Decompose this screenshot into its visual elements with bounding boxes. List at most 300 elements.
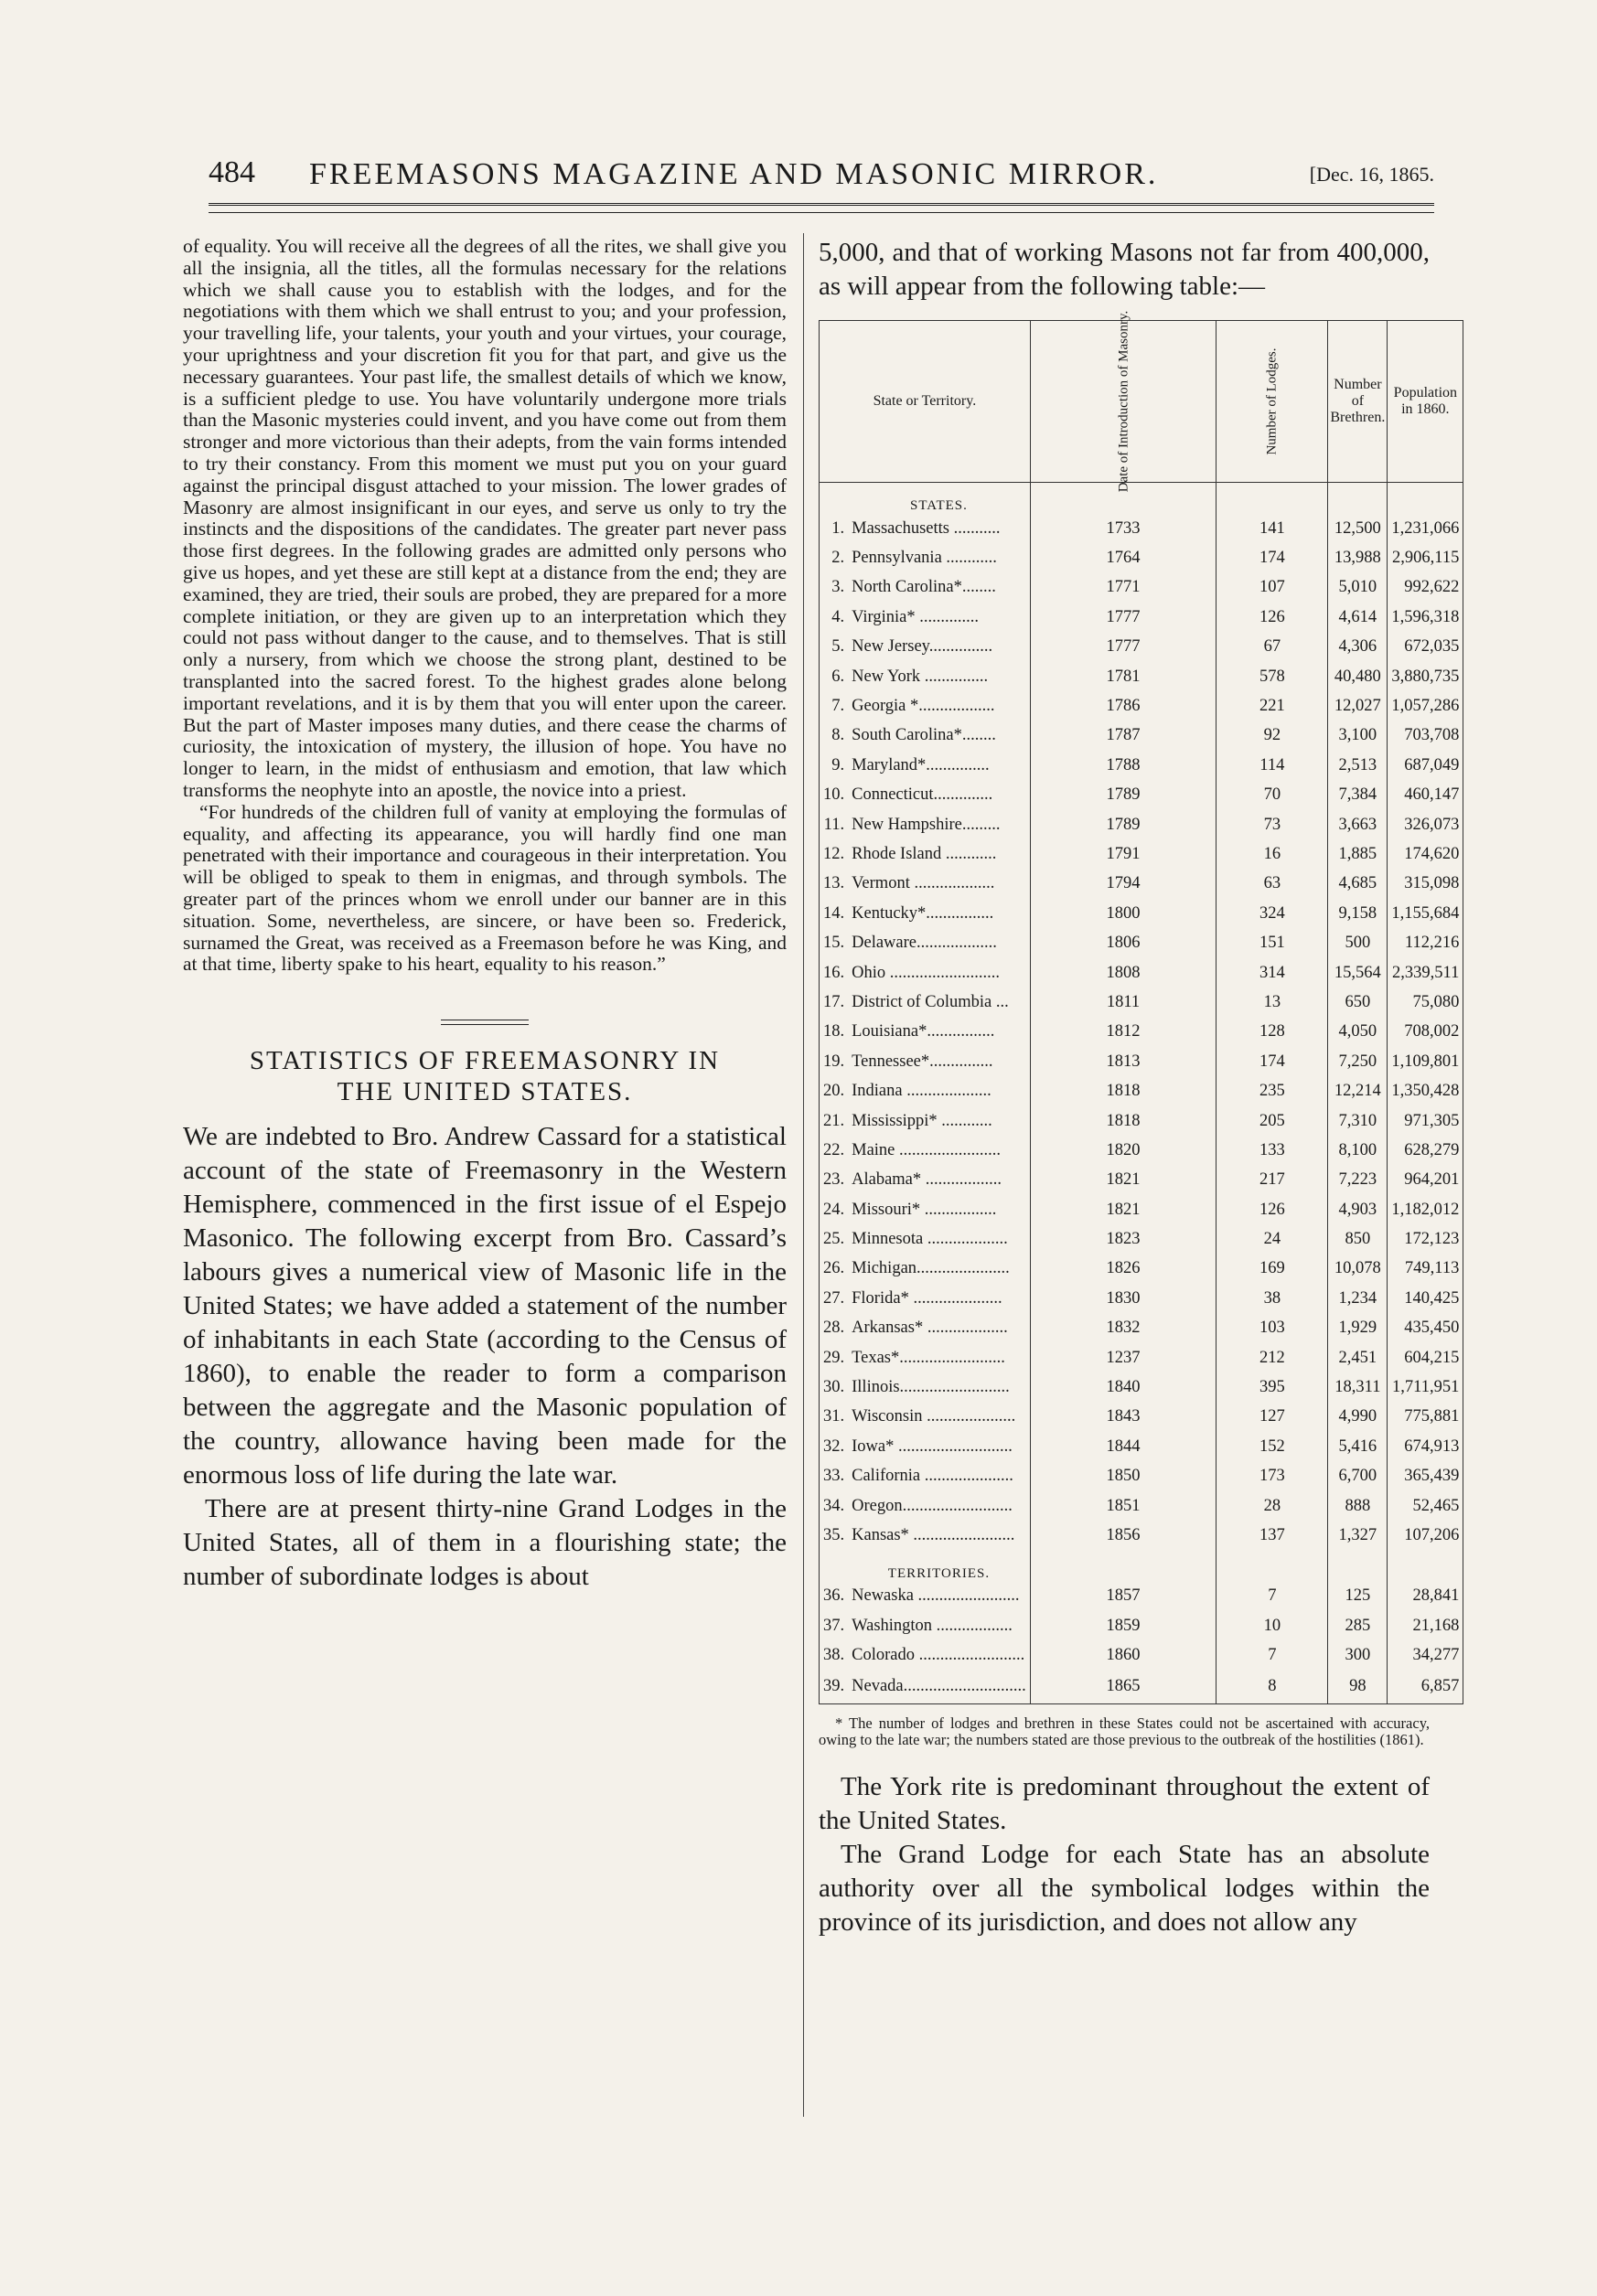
- table-cell-brethren: 1,929: [1328, 1314, 1388, 1343]
- table-cell-name: Ohio ..........................: [848, 958, 1030, 988]
- table-cell-n: 1.: [820, 514, 849, 543]
- section-body: [183, 1120, 787, 1594]
- table-row: [820, 1521, 1463, 1550]
- table-cell-n: 25.: [820, 1224, 849, 1254]
- table-cell-brethren: 650: [1328, 988, 1388, 1017]
- table-cell-lodges: 395: [1217, 1372, 1328, 1402]
- table-cell-lodges: 70: [1217, 781, 1328, 810]
- table-cell-date: 1850: [1030, 1462, 1217, 1491]
- table-cell-pop: 1,182,012: [1388, 1195, 1463, 1224]
- table-cell-date: 1823: [1030, 1224, 1217, 1254]
- table-cell-lodges: 221: [1217, 691, 1328, 721]
- table-cell-pop: 708,002: [1388, 1018, 1463, 1047]
- table-cell-lodges: 128: [1217, 1018, 1328, 1047]
- table-cell-pop: 6,857: [1388, 1671, 1463, 1704]
- table-cell-date: 1777: [1030, 633, 1217, 662]
- header-rule-thin: [209, 212, 1434, 213]
- table-cell-name: Georgia *..................: [848, 691, 1030, 721]
- table-cell-n: 11.: [820, 810, 849, 839]
- left-column: [183, 236, 787, 1594]
- table-row: [820, 1166, 1463, 1195]
- statistics-table: [819, 310, 1463, 1704]
- table-cell-pop: 604,215: [1388, 1343, 1463, 1372]
- col-header-state: State or Territory.: [820, 321, 1031, 483]
- table-cell-date: 1786: [1030, 691, 1217, 721]
- table-cell-lodges: 141: [1217, 514, 1328, 543]
- table-cell-pop: 326,073: [1388, 810, 1463, 839]
- table-row: [820, 721, 1463, 751]
- table-cell-pop: 435,450: [1388, 1314, 1463, 1343]
- table-cell-pop: 52,465: [1388, 1491, 1463, 1521]
- table-cell-name: Iowa* ...........................: [848, 1432, 1030, 1461]
- table-cell-lodges: 324: [1217, 899, 1328, 928]
- table-cell-n: 4.: [820, 603, 849, 632]
- table-group-heading: TERRITORIES.: [820, 1551, 1463, 1582]
- table-row: [820, 1195, 1463, 1224]
- table-cell-n: 33.: [820, 1462, 849, 1491]
- table-cell-brethren: 40,480: [1328, 662, 1388, 691]
- table-cell-n: 17.: [820, 988, 849, 1017]
- table-row: [820, 958, 1463, 988]
- table-cell-lodges: 173: [1217, 1462, 1328, 1491]
- table-cell-lodges: 133: [1217, 1136, 1328, 1165]
- table-cell-brethren: 3,663: [1328, 810, 1388, 839]
- table-cell-date: 1821: [1030, 1166, 1217, 1195]
- continued-article: [183, 236, 787, 976]
- table-cell-lodges: 7: [1217, 1640, 1328, 1670]
- table-cell-lodges: 169: [1217, 1255, 1328, 1284]
- header-rule: [209, 203, 1434, 206]
- table-cell-n: 15.: [820, 928, 849, 957]
- table-cell-name: New Jersey...............: [848, 633, 1030, 662]
- table-cell-date: 1237: [1030, 1343, 1217, 1372]
- table-cell-name: Oregon..........................: [848, 1491, 1030, 1521]
- article-paragraph: “For hundreds of the children full of vanity at employing the formulas of equality, and affecting its appearance, you will hardly find one man penetrated with their importance and courageous in their interpretation. You will be obliged to speak to them in enigmas, and through symbols. The greater part of the princes whom we enroll under our banner are in this situation. Some, nevertheless, are sincere, or have been so. Frederick, surnamed the Great, was received as a Freemason before he was King, and at that time, liberty spake to his heart, equality to his reason.”: [183, 800, 787, 976]
- table-row: [820, 1491, 1463, 1521]
- table-cell-pop: 3,880,735: [1388, 662, 1463, 691]
- table-cell-n: 13.: [820, 870, 849, 899]
- table-cell-n: 10.: [820, 781, 849, 810]
- table-cell-n: 8.: [820, 721, 849, 751]
- table-cell-name: Tennessee*...............: [848, 1047, 1030, 1076]
- table-cell-name: Maine ........................: [848, 1136, 1030, 1165]
- table-cell-date: 1812: [1030, 1018, 1217, 1047]
- table-cell-name: Illinois..........................: [848, 1372, 1030, 1402]
- table-cell-n: 36.: [820, 1582, 849, 1611]
- table-cell-name: Colorado .........................: [848, 1640, 1030, 1670]
- issue-date: [Dec. 16, 1865.: [1309, 163, 1434, 186]
- table-cell-brethren: 4,685: [1328, 870, 1388, 899]
- table-cell-brethren: 13,988: [1328, 543, 1388, 572]
- table-cell-brethren: 850: [1328, 1224, 1388, 1254]
- table-cell-brethren: 500: [1328, 928, 1388, 957]
- table-row: [820, 1314, 1463, 1343]
- table-cell-pop: 971,305: [1388, 1106, 1463, 1136]
- body-paragraph: We are indebted to Bro. Andrew Cassard for a statistical account of the state of Freemasonry in the Western Hemisphere, commenced in the first issue of el Espejo Masonico. The following excerpt from Bro. Cassard’s labours gives a numerical view of Masonic life in the United States; we have added a statement of the number of inhabitants in each State (according to the Census of 1860), to enable the reader to form a comparison between the aggregate and the Masonic population of the country, allowance having been made for the enormous loss of life during the late war.: [183, 1122, 787, 1490]
- table-cell-n: 7.: [820, 691, 849, 721]
- table-cell-n: 24.: [820, 1195, 849, 1224]
- table-cell-pop: 1,231,066: [1388, 514, 1463, 543]
- table-row: [820, 1343, 1463, 1372]
- table-cell-n: 34.: [820, 1491, 849, 1521]
- table-cell-name: Connecticut..............: [848, 781, 1030, 810]
- section-ornament: [441, 1020, 529, 1025]
- table-cell-name: New York ...............: [848, 662, 1030, 691]
- table-cell-n: 3.: [820, 573, 849, 603]
- body-paragraph: The Grand Lodge for each State has an absolute authority over all the symbolical lodges within the province of its jurisdiction, and does not allow any: [819, 1839, 1430, 1937]
- table-cell-lodges: 13: [1217, 988, 1328, 1017]
- table-cell-date: 1781: [1030, 662, 1217, 691]
- table-cell-n: 6.: [820, 662, 849, 691]
- table-cell-lodges: 24: [1217, 1224, 1328, 1254]
- table-row: [820, 603, 1463, 632]
- running-title: FREEMASONS MAGAZINE AND MASONIC MIRROR.: [309, 157, 1159, 191]
- table-cell-lodges: 151: [1217, 928, 1328, 957]
- table-cell-brethren: 10,078: [1328, 1255, 1388, 1284]
- table-cell-date: 1857: [1030, 1582, 1217, 1611]
- table-row: [820, 573, 1463, 603]
- table-cell-brethren: 2,451: [1328, 1343, 1388, 1372]
- table-cell-date: 1733: [1030, 514, 1217, 543]
- table-row: [820, 633, 1463, 662]
- table-cell-lodges: 137: [1217, 1521, 1328, 1550]
- table-cell-lodges: 103: [1217, 1314, 1328, 1343]
- table-cell-date: 1859: [1030, 1611, 1217, 1640]
- table-cell-pop: 21,168: [1388, 1611, 1463, 1640]
- table-cell-n: 14.: [820, 899, 849, 928]
- table-cell-pop: 2,339,511: [1388, 958, 1463, 988]
- table-cell-name: Rhode Island ............: [848, 839, 1030, 869]
- table-cell-brethren: 6,700: [1328, 1462, 1388, 1491]
- table-cell-date: 1830: [1030, 1284, 1217, 1313]
- table-cell-pop: 674,913: [1388, 1432, 1463, 1461]
- table-footnote: * The number of lodges and brethren in these States could not be ascertained with accuracy, owing to the late war; the numbers stated are those previous to the outbreak of the hostilities (1861).: [819, 1714, 1430, 1748]
- table-row: [820, 1403, 1463, 1432]
- table-cell-name: Indiana ....................: [848, 1076, 1030, 1105]
- table-cell-pop: 365,439: [1388, 1462, 1463, 1491]
- table-cell-brethren: 12,500: [1328, 514, 1388, 543]
- table-cell-date: 1820: [1030, 1136, 1217, 1165]
- table-row: [820, 1432, 1463, 1461]
- table-cell-pop: 172,123: [1388, 1224, 1463, 1254]
- table-cell-n: 16.: [820, 958, 849, 988]
- table-cell-pop: 749,113: [1388, 1255, 1463, 1284]
- table-cell-name: Kentucky*................: [848, 899, 1030, 928]
- table-cell-brethren: 4,990: [1328, 1403, 1388, 1432]
- table-cell-date: 1860: [1030, 1640, 1217, 1670]
- table-row: [820, 691, 1463, 721]
- table-cell-pop: 112,216: [1388, 928, 1463, 957]
- table-cell-name: North Carolina*........: [848, 573, 1030, 603]
- table-cell-n: 20.: [820, 1076, 849, 1105]
- page-number: 484: [209, 155, 255, 189]
- table-cell-pop: 964,201: [1388, 1166, 1463, 1195]
- table-row: [820, 1106, 1463, 1136]
- table-row: [820, 543, 1463, 572]
- table-cell-lodges: 235: [1217, 1076, 1328, 1105]
- table-cell-name: South Carolina*........: [848, 721, 1030, 751]
- table-cell-name: Texas*.........................: [848, 1343, 1030, 1372]
- table-cell-lodges: 10: [1217, 1611, 1328, 1640]
- table-cell-lodges: 63: [1217, 870, 1328, 899]
- table-cell-name: New Hampshire.........: [848, 810, 1030, 839]
- table-cell-lodges: 114: [1217, 751, 1328, 780]
- table-cell-lodges: 107: [1217, 573, 1328, 603]
- col-header-lodges: Number of Lodges.: [1217, 321, 1328, 483]
- table-cell-brethren: 7,250: [1328, 1047, 1388, 1076]
- table-cell-name: Pennsylvania ............: [848, 543, 1030, 572]
- table-cell-name: Michigan......................: [848, 1255, 1030, 1284]
- table-cell-brethren: 18,311: [1328, 1372, 1388, 1402]
- table-cell-pop: 1,596,318: [1388, 603, 1463, 632]
- table-cell-pop: 75,080: [1388, 988, 1463, 1017]
- table-cell-n: 27.: [820, 1284, 849, 1313]
- table-cell-name: Virginia* ..............: [848, 603, 1030, 632]
- table-cell-n: 21.: [820, 1106, 849, 1136]
- table-cell-lodges: 73: [1217, 810, 1328, 839]
- page-header: [209, 155, 1434, 192]
- table-cell-brethren: 2,513: [1328, 751, 1388, 780]
- table-cell-brethren: 9,158: [1328, 899, 1388, 928]
- table-cell-name: Louisiana*................: [848, 1018, 1030, 1047]
- table-cell-lodges: 8: [1217, 1671, 1328, 1704]
- table-row: [820, 810, 1463, 839]
- table-cell-date: 1788: [1030, 751, 1217, 780]
- table-row: [820, 1671, 1463, 1704]
- table-row: [820, 899, 1463, 928]
- table-cell-n: 26.: [820, 1255, 849, 1284]
- table-row: [820, 928, 1463, 957]
- table-cell-name: Missouri* .................: [848, 1195, 1030, 1224]
- table-cell-brethren: 3,100: [1328, 721, 1388, 751]
- table-cell-date: 1787: [1030, 721, 1217, 751]
- table-row: [820, 1284, 1463, 1313]
- table-cell-date: 1794: [1030, 870, 1217, 899]
- table-cell-n: 30.: [820, 1372, 849, 1402]
- table-cell-date: 1791: [1030, 839, 1217, 869]
- table-cell-pop: 1,350,428: [1388, 1076, 1463, 1105]
- table-cell-brethren: 5,416: [1328, 1432, 1388, 1461]
- table-cell-lodges: 92: [1217, 721, 1328, 751]
- table-cell-name: District of Columbia ...: [848, 988, 1030, 1017]
- table-cell-n: 18.: [820, 1018, 849, 1047]
- table-cell-n: 22.: [820, 1136, 849, 1165]
- table-cell-name: Kansas* ........................: [848, 1521, 1030, 1550]
- table-cell-date: 1800: [1030, 899, 1217, 928]
- table-row: [820, 988, 1463, 1017]
- table-cell-brethren: 1,327: [1328, 1521, 1388, 1550]
- table-row: [820, 1611, 1463, 1640]
- table-cell-pop: 315,098: [1388, 870, 1463, 899]
- table-cell-lodges: 174: [1217, 1047, 1328, 1076]
- table-cell-date: 1843: [1030, 1403, 1217, 1432]
- table-cell-brethren: 12,214: [1328, 1076, 1388, 1105]
- table-cell-brethren: 888: [1328, 1491, 1388, 1521]
- table-cell-date: 1826: [1030, 1255, 1217, 1284]
- table-cell-date: 1789: [1030, 781, 1217, 810]
- section-heading: STATISTICS OF FREEMASONRY IN THE UNITED STATES.: [249, 1046, 721, 1107]
- table-cell-pop: 687,049: [1388, 751, 1463, 780]
- table-cell-n: 28.: [820, 1314, 849, 1343]
- table-cell-pop: 460,147: [1388, 781, 1463, 810]
- table-cell-n: 19.: [820, 1047, 849, 1076]
- table-cell-brethren: 4,306: [1328, 633, 1388, 662]
- table-cell-date: 1811: [1030, 988, 1217, 1017]
- table-cell-n: 31.: [820, 1403, 849, 1432]
- body-paragraph: The York rite is predominant throughout the extent of the United States.: [819, 1771, 1430, 1835]
- table-row: [820, 1136, 1463, 1165]
- table-row: [820, 1224, 1463, 1254]
- table-cell-brethren: 1,885: [1328, 839, 1388, 869]
- table-cell-brethren: 125: [1328, 1582, 1388, 1611]
- table-cell-brethren: 98: [1328, 1671, 1388, 1704]
- table-cell-n: 12.: [820, 839, 849, 869]
- table-cell-name: California .....................: [848, 1462, 1030, 1491]
- table-cell-pop: 28,841: [1388, 1582, 1463, 1611]
- table-cell-brethren: 300: [1328, 1640, 1388, 1670]
- table-cell-brethren: 8,100: [1328, 1136, 1388, 1165]
- table-row: [820, 1462, 1463, 1491]
- table-cell-name: Minnesota ...................: [848, 1224, 1030, 1254]
- table-cell-date: 1821: [1030, 1195, 1217, 1224]
- table-cell-n: 5.: [820, 633, 849, 662]
- table-cell-pop: 140,425: [1388, 1284, 1463, 1313]
- table-cell-name: Massachusetts ...........: [848, 514, 1030, 543]
- table-cell-pop: 775,881: [1388, 1403, 1463, 1432]
- table-cell-n: 32.: [820, 1432, 849, 1461]
- table-cell-name: Arkansas* ...................: [848, 1314, 1030, 1343]
- table-cell-date: 1851: [1030, 1491, 1217, 1521]
- table-cell-lodges: 205: [1217, 1106, 1328, 1136]
- table-row: [820, 1047, 1463, 1076]
- table-cell-date: 1808: [1030, 958, 1217, 988]
- table-cell-brethren: 7,384: [1328, 781, 1388, 810]
- table-cell-lodges: 314: [1217, 958, 1328, 988]
- table-cell-lodges: 212: [1217, 1343, 1328, 1372]
- table-cell-pop: 703,708: [1388, 721, 1463, 751]
- table-cell-name: Vermont ...................: [848, 870, 1030, 899]
- col-header-date: Date of Introduction of Masonry.: [1030, 321, 1217, 483]
- table-cell-lodges: 152: [1217, 1432, 1328, 1461]
- table-cell-date: 1764: [1030, 543, 1217, 572]
- table-group-heading: STATES.: [820, 483, 1463, 515]
- table-cell-pop: 174,620: [1388, 839, 1463, 869]
- table-cell-name: Delaware...................: [848, 928, 1030, 957]
- table-cell-brethren: 15,564: [1328, 958, 1388, 988]
- table-cell-pop: 34,277: [1388, 1640, 1463, 1670]
- table-cell-date: 1856: [1030, 1521, 1217, 1550]
- table-cell-n: 9.: [820, 751, 849, 780]
- body-paragraph: There are at present thirty-nine Grand Lodges in the United States, all of them in a flourishing state; the number of subordinate lodges is about: [183, 1494, 787, 1592]
- table-body: [820, 483, 1463, 1704]
- table-cell-lodges: 127: [1217, 1403, 1328, 1432]
- table-cell-brethren: 5,010: [1328, 573, 1388, 603]
- table-cell-pop: 672,035: [1388, 633, 1463, 662]
- table-cell-brethren: 285: [1328, 1611, 1388, 1640]
- table-cell-pop: 107,206: [1388, 1521, 1463, 1550]
- table-row: [820, 870, 1463, 899]
- table-cell-n: 39.: [820, 1671, 849, 1704]
- table-cell-lodges: 174: [1217, 543, 1328, 572]
- after-table-text: [819, 1770, 1430, 1939]
- table-row: [820, 1640, 1463, 1670]
- table-row: [820, 1255, 1463, 1284]
- table-cell-lodges: 16: [1217, 839, 1328, 869]
- table-cell-name: Newaska ........................: [848, 1582, 1030, 1611]
- right-column: [819, 236, 1460, 1939]
- table-cell-n: 29.: [820, 1343, 849, 1372]
- table-cell-brethren: 7,223: [1328, 1166, 1388, 1195]
- table-cell-date: 1806: [1030, 928, 1217, 957]
- table-row: [820, 1372, 1463, 1402]
- table-cell-n: 2.: [820, 543, 849, 572]
- table-cell-name: Nevada.............................: [848, 1671, 1030, 1704]
- table-cell-pop: 1,155,684: [1388, 899, 1463, 928]
- col-header-population: Population in 1860.: [1388, 321, 1463, 483]
- table-row: [820, 1582, 1463, 1611]
- table-cell-date: 1789: [1030, 810, 1217, 839]
- table-cell-brethren: 12,027: [1328, 691, 1388, 721]
- table-cell-brethren: 4,050: [1328, 1018, 1388, 1047]
- table-cell-lodges: 7: [1217, 1582, 1328, 1611]
- table-row: [820, 781, 1463, 810]
- table-cell-pop: 992,622: [1388, 573, 1463, 603]
- table-cell-date: 1844: [1030, 1432, 1217, 1461]
- table-cell-lodges: 217: [1217, 1166, 1328, 1195]
- table-cell-lodges: 67: [1217, 633, 1328, 662]
- table-cell-pop: 2,906,115: [1388, 543, 1463, 572]
- table-cell-date: 1832: [1030, 1314, 1217, 1343]
- table-cell-pop: 1,109,801: [1388, 1047, 1463, 1076]
- table-cell-date: 1777: [1030, 603, 1217, 632]
- table-cell-name: Maryland*...............: [848, 751, 1030, 780]
- table-row: [820, 751, 1463, 780]
- table-cell-date: 1813: [1030, 1047, 1217, 1076]
- table-cell-brethren: 7,310: [1328, 1106, 1388, 1136]
- table-cell-date: 1818: [1030, 1106, 1217, 1136]
- table-cell-name: Washington ..................: [848, 1611, 1030, 1640]
- table-cell-brethren: 1,234: [1328, 1284, 1388, 1313]
- table-cell-name: Florida* .....................: [848, 1284, 1030, 1313]
- table-intro: 5,000, and that of working Masons not far from 400,000, as will appear from the following table:—: [819, 238, 1430, 301]
- table-cell-date: 1818: [1030, 1076, 1217, 1105]
- table-cell-lodges: 126: [1217, 1195, 1328, 1224]
- column-divider: [803, 233, 804, 2117]
- table-cell-n: 38.: [820, 1640, 849, 1670]
- table-row: [820, 1018, 1463, 1047]
- table-cell-lodges: 126: [1217, 603, 1328, 632]
- table-cell-date: 1865: [1030, 1671, 1217, 1704]
- table-row: [820, 514, 1463, 543]
- table-cell-lodges: 578: [1217, 662, 1328, 691]
- table-cell-brethren: 4,903: [1328, 1195, 1388, 1224]
- table-cell-date: 1840: [1030, 1372, 1217, 1402]
- table-cell-lodges: 28: [1217, 1491, 1328, 1521]
- table-cell-n: 37.: [820, 1611, 849, 1640]
- table-cell-n: 35.: [820, 1521, 849, 1550]
- table-cell-pop: 1,711,951: [1388, 1372, 1463, 1402]
- table-cell-n: 23.: [820, 1166, 849, 1195]
- table-cell-name: Alabama* ..................: [848, 1166, 1030, 1195]
- table-cell-lodges: 38: [1217, 1284, 1328, 1313]
- table-cell-pop: 628,279: [1388, 1136, 1463, 1165]
- table-cell-name: Wisconsin .....................: [848, 1403, 1030, 1432]
- table-row: [820, 1076, 1463, 1105]
- table-cell-brethren: 4,614: [1328, 603, 1388, 632]
- col-header-brethren: Number of Brethren.: [1328, 321, 1388, 483]
- article-paragraph: of equality. You will receive all the degrees of all the rites, we shall give you all the insignia, all the titles, all the formulas necessary for the relations which we shall cause you to establish with the lodges, and for the negotiations with them which we shall entrust to you; and your profession, your travelling life, your talents, your youth and your virtues, your courage, your uprightness and your discretion fit you for that part, and give us the necessary guarantees. Your past life, the smallest details of which we know, is a sufficient pledge to use. You have voluntarily undergone more trials than the Masonic mysteries could invent, and you have come out from them stronger and more victorious than their adepts, from the vain forms intended to try their constancy. From this moment we must put you on your guard against the principal disgust attached to your mission. The lower grades of Masonry are almost insignificant in our eyes, and serve us only to try the instincts and the dispositions of the candidates. The greater part never pass those first degrees. In the following grades are admitted only persons who give us hopes, and yet these are still kept at a distance from the end; they are examined, they are tried, their souls are probed, they are prepared for a more complete initiation, or they are given up to an interpretation which they could not pass without danger to the cause, and to themselves. That is still only a nursery, from which we choose the strong plant, destined to be transplanted into the sacred forest. To the highest grades alone belong important revelations, and it is by them that you will enter upon the career. But the part of Master imposes many duties, and there cease the charms of curiosity, the intoxication of mystery, the illusion of hope. You have no longer to learn, in the midst of enthusiasm and emotion, that law which transforms the neophyte into an apostle, the novice into a priest.: [183, 235, 787, 801]
- table-cell-date: 1771: [1030, 573, 1217, 603]
